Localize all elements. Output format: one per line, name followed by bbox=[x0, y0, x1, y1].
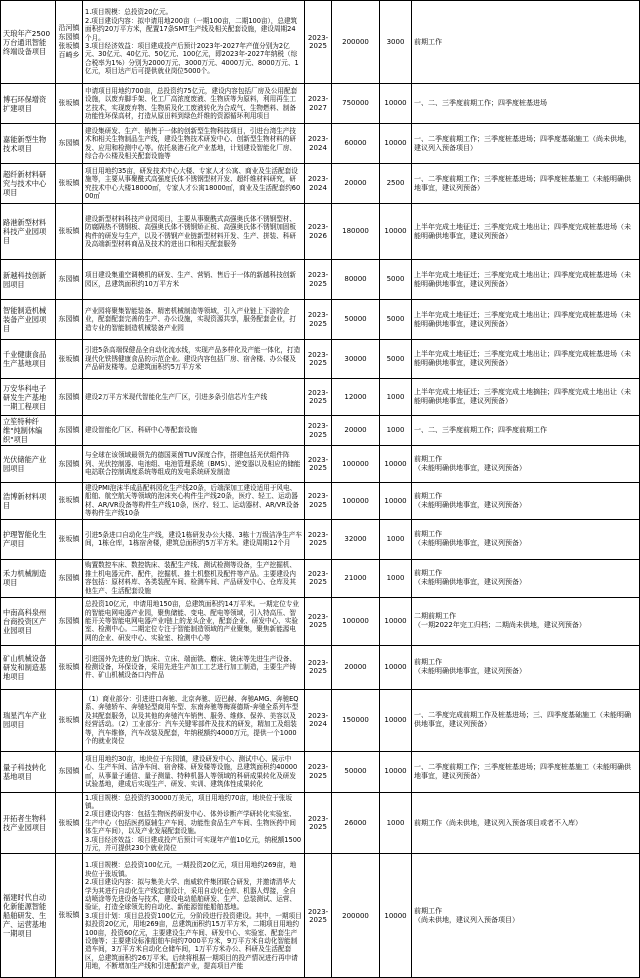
project-name-cell: 光伏储能产业园项目 bbox=[1, 446, 56, 483]
total-investment-cell: 200000 bbox=[332, 854, 380, 978]
table-row bbox=[1, 645, 640, 689]
construction-period-cell: 2023-2025 bbox=[305, 645, 332, 689]
progress-plan-cell: 前期工作（尚未供地，建议列入预备项目或者不入库） bbox=[412, 792, 640, 854]
table-row bbox=[1, 519, 640, 559]
construction-period-cell: 2023-2025 bbox=[305, 519, 332, 559]
project-name-cell: 智能制造机械装备产业园项目 bbox=[1, 300, 56, 340]
progress-plan-cell: 一、二、三季度前期工作；四季度前期工作 bbox=[412, 416, 640, 446]
total-investment-cell: 100000 bbox=[332, 597, 380, 645]
project-name-cell: 超纤新材料研究与技术中心项目 bbox=[1, 164, 56, 204]
construction-period-cell: 2023-2025 bbox=[305, 1, 332, 84]
construction-content-cell: 产业园将聚集智能装备、精密机械制造等领域，引入产业链上下游的企业，配套配套完善的生产、办公设施，实现资源共享，服务配套企业，打造专业的智能制造机械装备产业园 bbox=[83, 300, 305, 340]
total-investment-cell: 12000 bbox=[332, 379, 380, 416]
construction-content-cell: 建设集研发、生产、销售于一体的创新型生物科技项目，引进台湾生产技术和相关生物制品生产线，建设生物技术研发中心、创新型生物材料的研发、应用和检测中心等。依托泉港石化产业基地，计划建设智能化厂房、综合办公楼及相关配套设施等 bbox=[83, 124, 305, 164]
total-investment-cell: 150000 bbox=[332, 689, 380, 751]
town-cell: 张坂镇 bbox=[56, 84, 83, 124]
construction-content-cell: 1.项目规模：总投资约30000万美元，项目用地约70亩，地块位于张坂镇。 2.项目建设内容：包括生物医药研发中心、体外诊断产学研转化实验室、生产中心（包括医药原辅生产车间、功能性食品生产车间、生物医药中间体生产车间），以及产业发展配套设施。 3.项目经济效益：项目建成投产后预计可实现年产值10亿元，纳税额1500万元，并可提供230个就业岗位 bbox=[83, 792, 305, 854]
construction-content-cell: 引进5条高端保健品全自动化流水线，实现产品多样化及产能一体化，打造现代化铁锈健康食品的示范企业。建设内容包括厂房、宿舍楼、办公楼及产品研发楼等。总建筑面积约5万平方米 bbox=[83, 340, 305, 379]
construction-content-cell: 与全球在该领域最领先的德国莱茵TUV深度合作，搭建包括光伏组件阵列、光伏控制器、电池组、电池管理系统（BMS）、逆变器以及相应的储能电站联合控制调度系统等组成的发电系统研发制造 bbox=[83, 446, 305, 483]
town-cell: 东园镇 bbox=[56, 300, 83, 340]
project-name-cell: 量子科技转化基地项目 bbox=[1, 751, 56, 792]
construction-content-cell: 项目建设集重空调模机的研发、生产、营销、售后于一体的新越科技创新园区，总建筑面积约10万平方米 bbox=[83, 260, 305, 300]
town-cell: 张坂镇 bbox=[56, 204, 83, 260]
project-name-cell: 万安华科电子研发生产基地一期工程项目 bbox=[1, 379, 56, 416]
annual-investment-cell: 10000 bbox=[380, 689, 412, 751]
project-name-cell: 嘉能新型生物技术项目 bbox=[1, 124, 56, 164]
construction-period-cell: 2023-2025 bbox=[305, 416, 332, 446]
construction-content-cell: 项目用地约35亩，研发技术中心大楼、专家人才公寓、商业及生活配套设施等，主要从事聚酰式高强度氏体不锈钢型材开发、超纤维材料研究，研究技术中心大楼18000㎡，专家人才公寓18000㎡，商业及生活配套约6000㎡ bbox=[83, 164, 305, 204]
project-name-cell: 千业健康食品生产基地项目 bbox=[1, 340, 56, 379]
table-row bbox=[1, 204, 640, 260]
total-investment-cell: 100000 bbox=[332, 446, 380, 483]
town-cell: 张坂镇 bbox=[56, 645, 83, 689]
progress-plan-cell: 一、二、三季度前期工作；四季度桩基进场 bbox=[412, 84, 640, 124]
project-name-cell: 博石环保增资扩建项目 bbox=[1, 84, 56, 124]
table-row bbox=[1, 446, 640, 483]
progress-plan-cell: 一、二季度前期工作；三季度桩基进场；四季度基础施工（尚未供地，建议列入预备项目） bbox=[412, 124, 640, 164]
total-investment-cell: 200000 bbox=[332, 1, 380, 84]
table-row bbox=[1, 689, 640, 751]
progress-plan-cell: 前期工作 （未能明确供地事宜，建议列预备） bbox=[412, 559, 640, 597]
progress-plan-cell: 前期工作 （未能明确供地事宜，建议列预备） bbox=[412, 519, 640, 559]
construction-period-cell: 2023-2025 bbox=[305, 483, 332, 520]
annual-investment-cell: 3000 bbox=[380, 1, 412, 84]
construction-content-cell: 购置数控车床、数控铣床、装配生产线、测试检测等设备，生产挖掘机、推土机电器元件、配件，挖掘机、推土机整机及配件等产品。主要建设内容包括：原材料库、各类装配车间、检测车间、产品研发中心、仓库及其他生产、生活配套设施 bbox=[83, 559, 305, 597]
construction-content-cell: 申请项目用地约700亩，总投资约75亿元，建设内容包括厂房及公用配套设施，以废弃脚手架、化工厂高浓度废液、生物质等为原料，利用再生工艺技术，实现废弃物、生物质及化工废液转化为合成气、生物燃料、制备功能性环保高材，打造从原田料到绿色纤维的资源循环利用项目 bbox=[83, 84, 305, 124]
project-name-cell: 浩博新材料项目 bbox=[1, 483, 56, 520]
progress-plan-cell: 上半年完成土地征迁；三季度完成土地出让；四季度完成桩基进场（未能明确供地事宜，建议列预备） bbox=[412, 204, 640, 260]
progress-plan-cell: 前期工作 （未能明确供地事宜，建议列预备） bbox=[412, 446, 640, 483]
annual-investment-cell: 1000 bbox=[380, 519, 412, 559]
construction-period-cell: 2023-2025 bbox=[305, 379, 332, 416]
construction-period-cell: 2023-2025 bbox=[305, 597, 332, 645]
annual-investment-cell: 10000 bbox=[380, 483, 412, 520]
annual-investment-cell: 10000 bbox=[380, 645, 412, 689]
town-cell: 东园镇 bbox=[56, 597, 83, 645]
table-row bbox=[1, 854, 640, 978]
progress-plan-cell: 一、二季度完成前期工作及桩基进场；三、四季度基础施工（未能明确供地事宜，建议列预备） bbox=[412, 689, 640, 751]
table-row bbox=[1, 483, 640, 520]
table-row bbox=[1, 300, 640, 340]
project-name-cell: 福建时代自动化新能源智能船舶研发、生产、运营基地一期项目 bbox=[1, 854, 56, 978]
table-row bbox=[1, 124, 640, 164]
town-cell: 张坂镇 bbox=[56, 483, 83, 520]
annual-investment-cell: 10000 bbox=[380, 446, 412, 483]
construction-content-cell: （1）商业部分：引进进口奔驰、北京奔驰、迈巴赫、奔驰AMG、奔驰EQ系、奔驰轿车、奔驰轻型商用车型、东南奔驰等梅赛德斯-奔驰全系列车型及其配套服务，以及其他的奔驰汽车销售、服务、维修、保养、美容以及经营活动。（2）工业部分：汽车关键零部件及技术的研发，精加工及组装等，汽车维修，汽车改装及配套，年纳税额约4000万元，提供一个1000个的就业岗位 bbox=[83, 689, 305, 751]
table-row bbox=[1, 792, 640, 854]
construction-content-cell: 建设PMI泡沫半成品配料园化生产线20条，后端深加工建设适用于风电、船舶、航空航天等领域的泡沫夹心构件生产线20条，医疗、轻工、运动器材、AR/VR设备等构件生产线10条，医疗、轻工、运动器材、AR/VR设备等构件生产线10条 bbox=[83, 483, 305, 520]
progress-plan-cell: 上半年完成土地征迁；三季度完成土地出让；四季度完成桩基进场（未能明确供地事宜，建议列预备） bbox=[412, 300, 640, 340]
town-cell: 东园镇 bbox=[56, 416, 83, 446]
total-investment-cell: 21000 bbox=[332, 559, 380, 597]
table-row bbox=[1, 1, 640, 84]
construction-period-cell: 2023-2024 bbox=[305, 124, 332, 164]
town-cell: 东园镇 bbox=[56, 260, 83, 300]
construction-period-cell: 2023-2026 bbox=[305, 204, 332, 260]
annual-investment-cell: 10000 bbox=[380, 854, 412, 978]
construction-period-cell: 2023-2025 bbox=[305, 751, 332, 792]
annual-investment-cell: 10000 bbox=[380, 597, 412, 645]
town-cell: 张坂镇 bbox=[56, 792, 83, 854]
annual-investment-cell: 10000 bbox=[380, 204, 412, 260]
progress-plan-cell: 前期工作 （未能明确供地事宜，建议列预备） bbox=[412, 483, 640, 520]
project-name-cell: 禾力机械制造项目 bbox=[1, 559, 56, 597]
total-investment-cell: 20000 bbox=[332, 164, 380, 204]
table-row bbox=[1, 260, 640, 300]
total-investment-cell: 750000 bbox=[332, 84, 380, 124]
project-name-cell: 护理智能化生产项目 bbox=[1, 519, 56, 559]
project-name-cell: 中南高科泉州台商投资区产业园项目 bbox=[1, 597, 56, 645]
progress-plan-cell: 一、二季度前期工作；三季度桩基进场；四季度桩基施工（未能明确供地事宜，建议列预备） bbox=[412, 164, 640, 204]
annual-investment-cell: 10000 bbox=[380, 84, 412, 124]
construction-period-cell: 2023-2025 bbox=[305, 446, 332, 483]
total-investment-cell: 32000 bbox=[332, 519, 380, 559]
annual-investment-cell: 5000 bbox=[380, 300, 412, 340]
construction-content-cell: 1.项目规模：总投资20亿元。 2.项目建设内容：拟申请用地200亩（一期100亩，二期100亩），总建筑面积约20万平方米，配置17条SMT生产线及相关配套设施，建设周期24个月。 3.项目经济效益：项目建成投产后预计2023年-2027年产值分别为2亿元、30亿元、40亿元、50亿元、100亿元，即2023年-2027年纳税（综合税率为1%）分别为2000万元、3000万元、4000万元、8000万元、1亿元，项目达产后可提供就业岗位5000个。 bbox=[83, 1, 305, 84]
town-cell: 东园镇 bbox=[56, 751, 83, 792]
annual-investment-cell: 1000 bbox=[380, 559, 412, 597]
total-investment-cell: 60000 bbox=[332, 124, 380, 164]
construction-content-cell: 建设新型材料科技产业园项目，主要从事聚酰式高强奥氏体不锈钢型材、防腐隔热不锈钢板、高强奥氏体不锈钢矫正板、高强奥氏体不锈钢加固板构件的研发与生产，以及不锈钢产业链新型材料开发、生产、拼装、科研及高端新型材料商品及技术的进出口和相关配套服务 bbox=[83, 204, 305, 260]
total-investment-cell: 20000 bbox=[332, 416, 380, 446]
progress-plan-cell: 前期工作 bbox=[412, 1, 640, 84]
construction-content-cell: 建设智能化厂区、科研中心等配套设施 bbox=[83, 416, 305, 446]
progress-plan-cell: 二期前期工作 （一期2022年完工归档；二期尚未供地，建议列预备） bbox=[412, 597, 640, 645]
table-row bbox=[1, 340, 640, 379]
construction-content-cell: 项目用地约30亩，地块位于东园镇，建设研发中心、测试中心、展示中心、生产车间、洁净车间、宿舍楼、研发楼等设施，总建筑面积约40000㎡，从事量子通信、量子测量、特种机器人等领域的科研成果转化及研发试验基地，建成后实现生产、研发、实训、建筑体性成果转化 bbox=[83, 751, 305, 792]
construction-content-cell: 建设2万平方米现代智能化生产厂区，引进多条引信芯片生产线 bbox=[83, 379, 305, 416]
construction-content-cell: 引进5条进口自动化生产线，建设1栋研发办公大楼、3栋十万级洁净生产车间，1栋仓库，1栋宿舍楼，建筑总面积约5万平方米。建设周期12个月 bbox=[83, 519, 305, 559]
annual-investment-cell: 5000 bbox=[380, 340, 412, 379]
town-cell: 张坂镇 bbox=[56, 340, 83, 379]
annual-investment-cell: 1000 bbox=[380, 416, 412, 446]
table-row bbox=[1, 379, 640, 416]
construction-content-cell: 总投资10亿元，申请用地150亩，总建筑面积约14万平米。一期定位专业的智能电网电器产业园，聚焦储能、变电、配电等领域，引入特高压、智能开关等智能电网电器产业Ⅰ链上的龙头企业，配套企业、研发中心、实验室、检测中心。二期定位专注于智能制造领域的产业聚集，聚焦新能源电网的企业、研发中心、实验室、检测中心等 bbox=[83, 597, 305, 645]
annual-investment-cell: 10000 bbox=[380, 124, 412, 164]
town-cell: 东园镇 bbox=[56, 559, 83, 597]
construction-period-cell: 2023-2025 bbox=[305, 559, 332, 597]
table-row bbox=[1, 416, 640, 446]
progress-plan-cell: 上半年完成土地征迁；三季度完成土地摘挂；四季度完成土地出让（未能明确供地事宜，建议列预备） bbox=[412, 379, 640, 416]
annual-investment-cell: 10000 bbox=[380, 751, 412, 792]
annual-investment-cell: 5000 bbox=[380, 260, 412, 300]
town-cell: 沿河镇 东园镇 张坂镇 百崎乡 bbox=[56, 1, 83, 84]
town-cell: 张坂镇 bbox=[56, 519, 83, 559]
total-investment-cell: 180000 bbox=[332, 204, 380, 260]
project-name-cell: 开拓者生物科技产业园项目 bbox=[1, 792, 56, 854]
total-investment-cell: 50000 bbox=[332, 300, 380, 340]
progress-plan-cell: 上半年完成土地征迁；三季度完成土地出让；四季度完成桩基进场（未能明确供地事宜，建议列预备） bbox=[412, 260, 640, 300]
total-investment-cell: 26000 bbox=[332, 792, 380, 854]
project-name-cell: 瑞星汽车产业园项目 bbox=[1, 689, 56, 751]
construction-period-cell: 2023-2025 bbox=[305, 340, 332, 379]
construction-period-cell: 2023-2025 bbox=[305, 300, 332, 340]
construction-period-cell: 2023-2025 bbox=[305, 260, 332, 300]
table-row bbox=[1, 751, 640, 792]
total-investment-cell: 50000 bbox=[332, 751, 380, 792]
total-investment-cell: 30000 bbox=[332, 340, 380, 379]
town-cell: 东园镇 bbox=[56, 124, 83, 164]
town-cell: 张坂镇 bbox=[56, 689, 83, 751]
construction-content-cell: 引进国外先进的龙门铣床、立床、端面铣、磨床、铣床等先进生产设备、检测设备，环保设备，采用先进生产加工工艺进行加工制造，主要生产铸件、矿山机械设备口内件品 bbox=[83, 645, 305, 689]
project-name-cell: 路港新型材料科技产业园项目 bbox=[1, 204, 56, 260]
construction-content-cell: 1.项目规模：总投资100亿元，一期投资20亿元，项目用地约269亩，地块位于张坂镇。 2.项目建设内容：拟与集美大学、南威软件集团联合研发，并邀请清华大学为其进行自动化生产线定制设计，采用自动化仓库、机器人焊接，全自动喷涂等先进设备与技术，建设电动船舶研发、生产、总装测试、运营、验证，打造全球领先的自动化、新能源智能船舶基地。 3.项目计划：项目总投资100亿元，分阶段进行投资建设。其中，一期项目拟投资20亿元，用地269亩，总建筑面积约15万平方米，二期项目用地约100亩，投资60亿元，主要建设生产车间、研发中心、实验室、配套生产设施等；主要建设标准船舶车间约7000平方米，9万平方米自动化智能制造车间，3万平方米自动化仓储车间，1万平方米办公、科研及生活配套区，总建筑面积约26万平米。后续将根据一期项目的投产情况进行再申请用地，不断增加生产线和引进配套产业，提高项目产能 bbox=[83, 854, 305, 978]
total-investment-cell: 20000 bbox=[332, 645, 380, 689]
town-cell: 张坂镇 bbox=[56, 854, 83, 978]
progress-plan-cell: 前期工作 （尚未供地，建议列入预备项目） bbox=[412, 854, 640, 978]
annual-investment-cell: 1000 bbox=[380, 792, 412, 854]
annual-investment-cell: 1000 bbox=[380, 379, 412, 416]
construction-period-cell: 2023-2027 bbox=[305, 84, 332, 124]
total-investment-cell: 100000 bbox=[332, 483, 380, 520]
annual-investment-cell: 2500 bbox=[380, 164, 412, 204]
town-cell: 东园镇 bbox=[56, 446, 83, 483]
project-name-cell: 新越科技创新园项目 bbox=[1, 260, 56, 300]
table-row bbox=[1, 164, 640, 204]
table-row bbox=[1, 559, 640, 597]
construction-period-cell: 2023-2024 bbox=[305, 164, 332, 204]
progress-plan-cell: 前期工作 （未能明确供地事宜，建议列预备） bbox=[412, 645, 640, 689]
construction-period-cell: 2023-2024 bbox=[305, 689, 332, 751]
construction-period-cell: 2023-2025 bbox=[305, 854, 332, 978]
total-investment-cell: 80000 bbox=[332, 260, 380, 300]
table-row bbox=[1, 597, 640, 645]
progress-plan-cell: 一、二季度前期工作；三季度桩基进场；四季度桩基施工（未能明确供地事宜，建议列预备） bbox=[412, 751, 640, 792]
table-row bbox=[1, 84, 640, 124]
project-name-cell: 矿山机械设备研发和制造基地项目 bbox=[1, 645, 56, 689]
town-cell: 东园镇 bbox=[56, 379, 83, 416]
project-name-cell: 天琅年产2500万台通讯智能终端设备项目 bbox=[1, 1, 56, 84]
project-name-cell: 立笙特种纤维"纯制休编织"项目 bbox=[1, 416, 56, 446]
town-cell: 张坂镇 bbox=[56, 164, 83, 204]
construction-period-cell: 2023-2025 bbox=[305, 792, 332, 854]
progress-plan-cell: 上半年完成土地征迁；三季度完成土地出让；四季度完成桩基进场（未能明确供地事宜，建议列预备） bbox=[412, 340, 640, 379]
